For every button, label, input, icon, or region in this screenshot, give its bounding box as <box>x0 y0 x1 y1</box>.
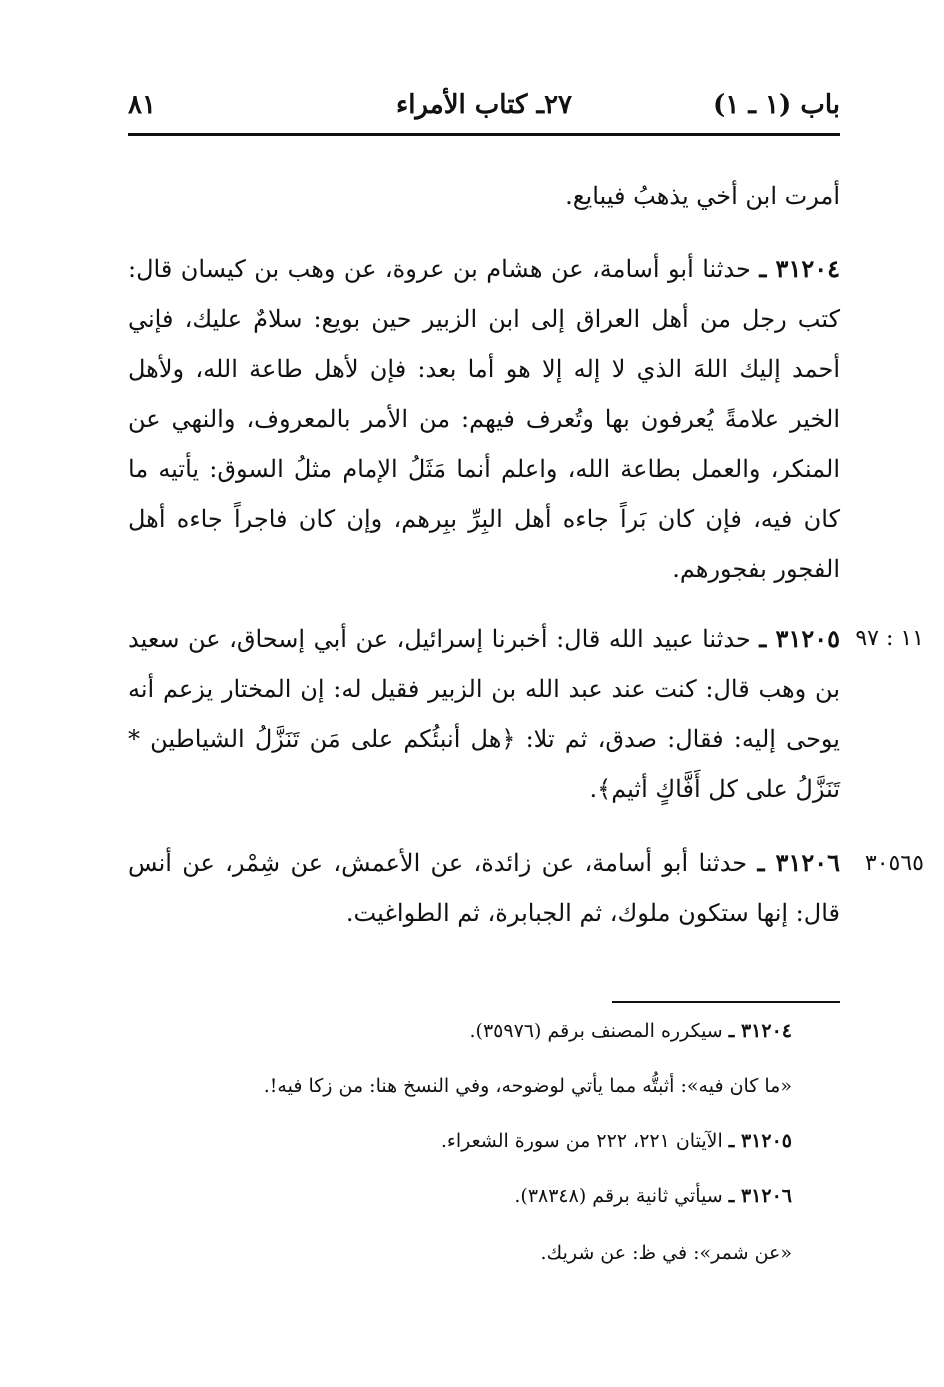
hadith-text: حدثنا عبيد الله قال: أخبرنا إسرائيل، عن أبي إسحاق، عن سعيد بن وهب قال: كنت عند عبد الله بن الزبير فقيل له: إن المختار يزعم أنه يوحى إليه: فقال: صدق، ثم تلا: ﴿هل أنبئُكم على مَن تَنَزَّلُ الشياطين * تَنَزَّلُ على كل أَفَّاكٍ أثيم﴾. <box>128 625 840 803</box>
footnote-text: الآيتان ٢٢١، ٢٢٢ من سورة الشعراء. <box>440 1130 723 1152</box>
footnote-text: سيأتي ثانية برقم (٣٨٣٤٨). <box>514 1185 723 1207</box>
continuation-text: أمرت ابن أخي يذهبُ فيبايع. <box>565 182 840 210</box>
hadith-31204 <box>128 244 840 594</box>
running-header <box>128 84 840 128</box>
hadith-number: ٣١٢٠٤ ـ <box>759 254 840 283</box>
footnote-separator <box>612 1001 840 1003</box>
footnote-text: سيكرره المصنف برقم (٣٥٩٧٦). <box>469 1020 723 1042</box>
footnote <box>514 1185 792 1207</box>
hadith-31206 <box>128 838 840 938</box>
footnote <box>541 1242 792 1264</box>
footnote <box>470 1020 792 1042</box>
hadith-31205 <box>128 614 840 814</box>
hadith-number: ٣١٢٠٦ ـ <box>757 848 840 877</box>
footnote-text: «عن شمر»: في ظ: عن شريك. <box>540 1242 792 1264</box>
footnote <box>441 1130 792 1152</box>
footnote-text: «ما كان فيه»: أثبتُّه مما يأتي لوضوحه، وفي النسخ هنا: من زكا فيه!. <box>263 1075 792 1097</box>
book-title: ٢٧ـ كتاب الأمراء <box>395 90 573 120</box>
footnote <box>264 1075 792 1097</box>
hadith-text: حدثنا أبو أسامة، عن هشام بن عروة، عن وهب بن كيسان قال: كتب رجل من أهل العراق إلى ابن الزبير حين بويع: سلامٌ عليك، فإني أحمد إليك اللهَ الذي لا إله إلا هو أما بعد: فإن لأهل طاعة الله، ولأهل الخير علامةً يُعرفون بها وتُعرف فيهم: من الأمر بالمعروف، والنهي عن المنكر، والعمل بطاعة الله، واعلم أنما مَثَلُ الإمام مثلُ السوق: يأتيه ما كان فيه، فإن كان بَراً جاءه أهل البِرِّ ببِرهم، وإن كان فاجراً جاءه أهل الفجور بفجورهم. <box>128 255 840 583</box>
margin-reference: ٣٠٥٦٥ <box>864 851 924 876</box>
footnote-number: ٣١٢٠٥ ـ <box>728 1130 792 1152</box>
hadith-number: ٣١٢٠٥ ـ <box>759 624 840 653</box>
footnote-number: ٣١٢٠٦ ـ <box>728 1185 792 1207</box>
hadith-text: حدثنا أبو أسامة، عن زائدة، عن الأعمش، عن شِمْر، عن أنس قال: إنها ستكون ملوك، ثم الجبابرة، ثم الطواغيت. <box>128 849 840 927</box>
page-number: ٨١ <box>128 90 156 120</box>
header-rule <box>128 133 840 136</box>
chapter-label: باب (١ ـ ١) <box>713 90 840 120</box>
margin-reference: ١١ : ٩٧ <box>855 626 924 651</box>
footnote-number: ٣١٢٠٤ ـ <box>728 1020 792 1042</box>
